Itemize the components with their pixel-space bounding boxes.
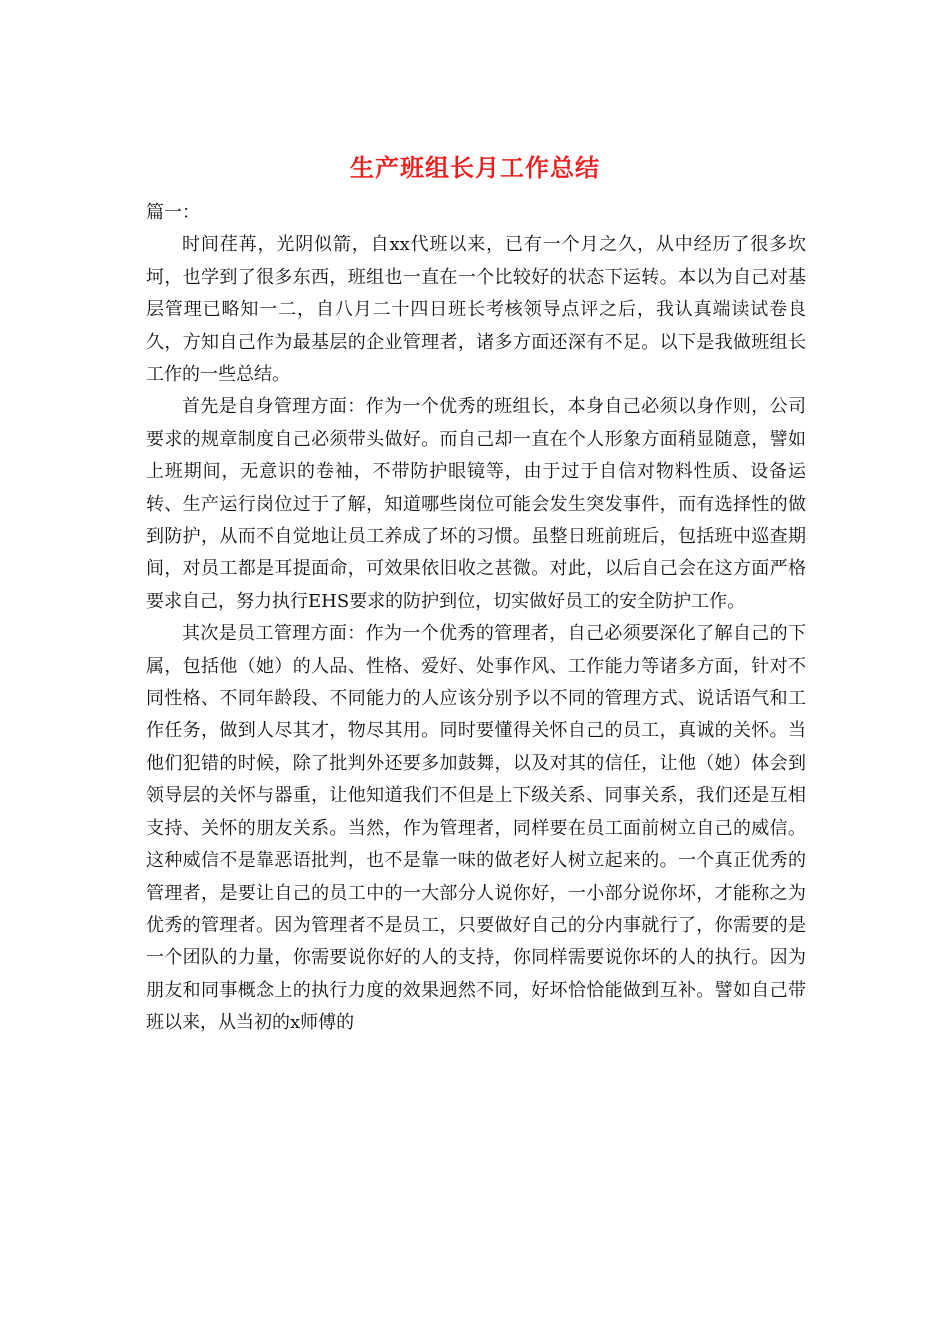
document-title: 生产班组长月工作总结 xyxy=(350,153,600,182)
paragraph: 首先是自身管理方面：作为一个优秀的班组长，本身自己必须以身作则，公司要求的规章制度自己必须带头做好。而自己却一直在个人形象方面稍显随意，譬如上班期间，无意识的卷袖，不带防护眼镜等，由于过于自信对物料性质、设备运转、生产运行岗位过于了解，知道哪些岗位可能会发生突发事件，而有选择性的做到防护，从而不自觉地让员工养成了坏的习惯。虽整日班前班后，包括班中巡查期间，对员工都是耳提面命，可效果依旧收之甚微。对此，以后自己会在这方面严格要求自己，努力执行EHS要求的防护到位，切实做好员工的安全防护工作。 xyxy=(146,396,806,612)
paragraph: 其次是员工管理方面：作为一个优秀的管理者，自己必须要深化了解自己的下属，包括他（她）的人品、性格、爱好、处事作风、工作能力等诸多方面，针对不同性格、不同年龄段、不同能力的人应该分别予以不同的管理方式、说话语气和工作任务，做到人尽其才，物尽其用。同时要懂得关怀自己的员工，真诚的关怀。当他们犯错的时候，除了批判外还要多加鼓舞，以及对其的信任，让他（她）体会到领导层的关怀与器重，让他知道我们不但是上下级关系、同事关系，我们还是互相支持、关怀的朋友关系。当然，作为管理者，同样要在员工面前树立自己的威信。这种威信不是靠恶语批判，也不是靠一味的做老好人树立起来的。一个真正优秀的管理者，是要让自己的员工中的一大部分人说你好，一小部分说你坏，才能称之为优秀的管理者。因为管理者不是员工，只要做好自己的分内事就行了，你需要的是一个团队的力量，你需要说你好的人的支持，你同样需要说你坏的人的执行。因为朋友和同事概念上的执行力度的效果迥然不同，好坏恰恰能做到互补。譬如自己带班以来，从当初的x师傅的 xyxy=(146,623,806,1034)
section-label: 篇一： xyxy=(146,202,200,223)
document-body xyxy=(146,197,806,1040)
paragraph: 时间荏苒，光阴似箭，自xx代班以来，已有一个月之久，从中经历了很多坎坷，也学到了很多东西，班组也一直在一个比较好的状态下运转。本以为自己对基层管理已略知一二，自八月二十四日班长考核领导点评之后，我认真端读试卷良久，方知自己作为最基层的企业管理者，诸多方面还深有不足。以下是我做班组长工作的一些总结。 xyxy=(146,234,806,386)
